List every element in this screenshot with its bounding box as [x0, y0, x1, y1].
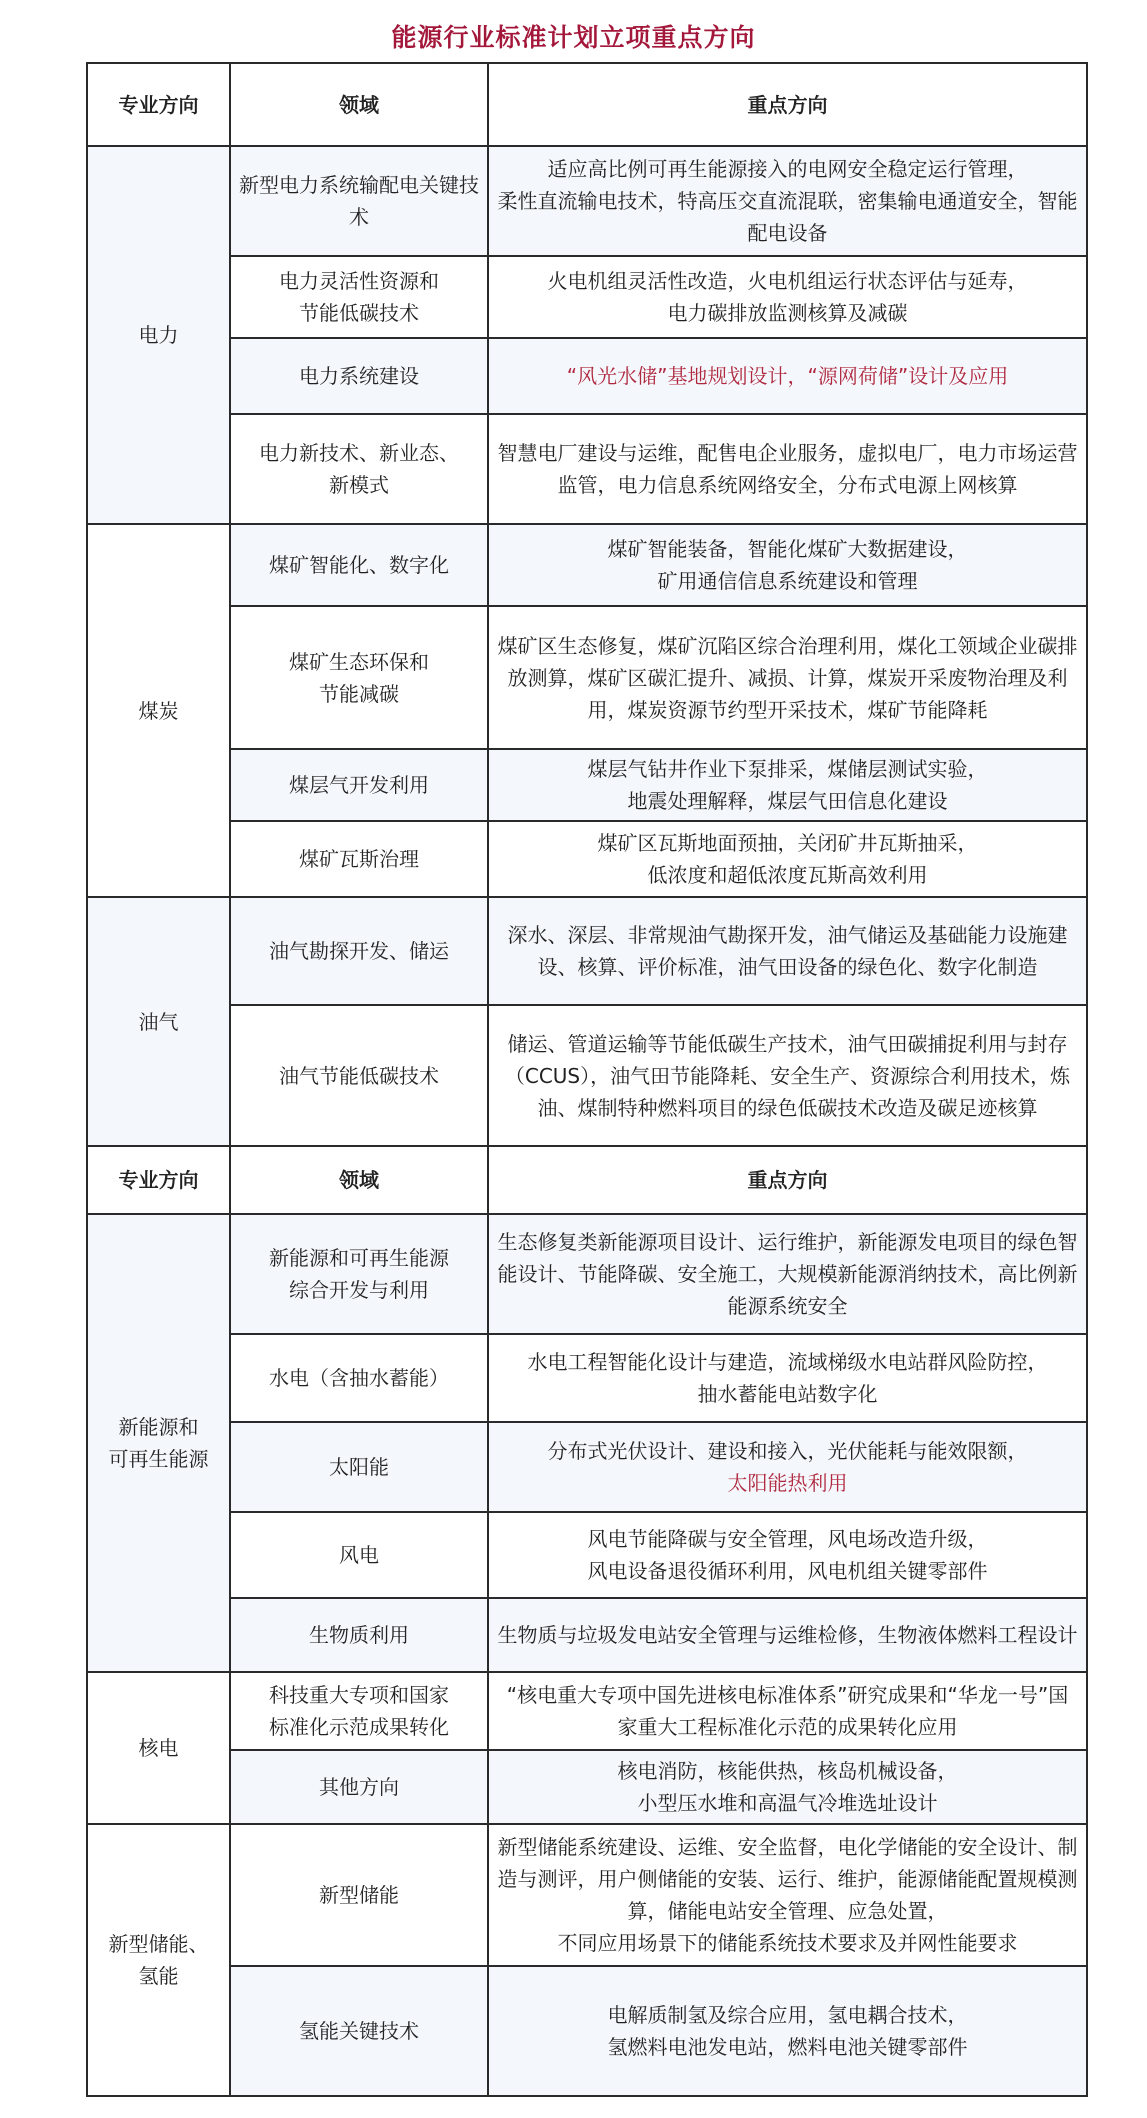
table-row [87, 1824, 1087, 1966]
table-header-row [87, 63, 1087, 146]
sector-coal: 煤炭 [87, 524, 230, 897]
sector-storage: 新型储能、 氢能 [87, 1824, 230, 2096]
field-cell: 水电（含抽水蓄能） [230, 1334, 488, 1422]
focus-cell: 煤矿智能装备，智能化煤矿大数据建设， 矿用通信信息系统建设和管理 [488, 524, 1087, 606]
page-title: 能源行业标准计划立项重点方向 [391, 23, 756, 52]
focus-cell: 电解质制氢及综合应用，氢电耦合技术， 氢燃料电池发电站，燃料电池关键零部件 [488, 1966, 1087, 2096]
field-cell: 新型储能 [230, 1824, 488, 1966]
highlight-text: 太阳能热利用 [727, 1471, 848, 1495]
focus-cell: 分布式光伏设计、建设和接入，光伏能耗与能效限额， 太阳能热利用 [488, 1422, 1087, 1512]
sector-power: 电力 [87, 146, 230, 524]
table-row [87, 1512, 1087, 1598]
field-cell: 电力新技术、新业态、 新模式 [230, 414, 488, 524]
focus-cell: 生物质与垃圾发电站安全管理与运维检修，生物液体燃料工程设计 [488, 1598, 1087, 1672]
table-row [87, 146, 1087, 256]
table-row [87, 524, 1087, 606]
focus-cell: “核电重大专项中国先进核电标准体系”研究成果和“华龙一号”国家重大工程标准化示范的成果转化应用 [488, 1672, 1087, 1750]
header-sector: 专业方向 [87, 1146, 230, 1214]
table-row [87, 256, 1087, 338]
focus-cell: 核电消防，核能供热，核岛机械设备， 小型压水堆和高温气冷堆选址设计 [488, 1750, 1087, 1824]
focus-cell: 深水、深层、非常规油气勘探开发，油气储运及基础能力设施建设、核算、评价标准，油气田设备的绿色化、数字化制造 [488, 897, 1087, 1005]
table-row [87, 821, 1087, 897]
field-cell: 风电 [230, 1512, 488, 1598]
table-header-row [87, 1146, 1087, 1214]
field-cell: 生物质利用 [230, 1598, 488, 1672]
field-cell: 太阳能 [230, 1422, 488, 1512]
field-cell: 煤层气开发利用 [230, 749, 488, 821]
field-cell: 油气勘探开发、储运 [230, 897, 488, 1005]
table-row [87, 606, 1087, 749]
focus-cell: 生态修复类新能源项目设计、运行维护，新能源发电项目的绿色智能设计、节能降碳、安全施工，大规模新能源消纳技术，高比例新能源系统安全 [488, 1214, 1087, 1334]
header-focus: 重点方向 [488, 1146, 1087, 1214]
header-field: 领域 [230, 63, 488, 146]
field-cell: 油气节能低碳技术 [230, 1005, 488, 1146]
focus-cell: 智慧电厂建设与运维，配售电企业服务，虚拟电厂，电力市场运营监管，电力信息系统网络安全，分布式电源上网核算 [488, 414, 1087, 524]
field-cell: 煤矿生态环保和 节能减碳 [230, 606, 488, 749]
table-row [87, 1750, 1087, 1824]
table-row [87, 897, 1087, 1005]
focus-cell: 煤层气钻井作业下泵排采，煤储层测试实验， 地震处理解释，煤层气田信息化建设 [488, 749, 1087, 821]
field-cell: 新能源和可再生能源 综合开发与利用 [230, 1214, 488, 1334]
focus-cell: 煤矿区生态修复，煤矿沉陷区综合治理利用，煤化工领域企业碳排放测算，煤矿区碳汇提升、减损、计算，煤炭开采废物治理及利用，煤炭资源节约型开采技术，煤矿节能降耗 [488, 606, 1087, 749]
focus-cell-highlight: “风光水储”基地规划设计，“源网荷储”设计及应用 [488, 338, 1087, 414]
focus-cell: 水电工程智能化设计与建造，流域梯级水电站群风险防控， 抽水蓄能电站数字化 [488, 1334, 1087, 1422]
sector-renewable: 新能源和 可再生能源 [87, 1214, 230, 1672]
focus-cell: 风电节能降碳与安全管理，风电场改造升级， 风电设备退役循环利用，风电机组关键零部件 [488, 1512, 1087, 1598]
field-cell: 其他方向 [230, 1750, 488, 1824]
header-focus: 重点方向 [488, 63, 1087, 146]
table-row [87, 1966, 1087, 2096]
focus-cell: 储运、管道运输等节能低碳生产技术，油气田碳捕捉利用与封存（CCUS），油气田节能降耗、安全生产、资源综合利用技术，炼油、煤制特种燃料项目的绿色低碳技术改造及碳足迹核算 [488, 1005, 1087, 1146]
sector-nuclear: 核电 [87, 1672, 230, 1824]
field-cell: 电力灵活性资源和 节能低碳技术 [230, 256, 488, 338]
table-row [87, 1422, 1087, 1512]
focus-cell: 新型储能系统建设、运维、安全监督，电化学储能的安全设计、制造与测评，用户侧储能的安装、运行、维护，能源储能配置规模测算，储能电站安全管理、应急处置， 不同应用场景下的储能系统技术要求及并网性能要求 [488, 1824, 1087, 1966]
field-cell: 氢能关键技术 [230, 1966, 488, 2096]
table-row [87, 1672, 1087, 1750]
field-cell: 煤矿智能化、数字化 [230, 524, 488, 606]
header-sector: 专业方向 [87, 63, 230, 146]
table-row [87, 749, 1087, 821]
table-row [87, 414, 1087, 524]
table-row [87, 1598, 1087, 1672]
standards-table [86, 62, 1088, 2097]
table-row [87, 1005, 1087, 1146]
field-cell: 科技重大专项和国家 标准化示范成果转化 [230, 1672, 488, 1750]
header-field: 领域 [230, 1146, 488, 1214]
field-cell: 新型电力系统输配电关键技术 [230, 146, 488, 256]
focus-cell: 适应高比例可再生能源接入的电网安全稳定运行管理， 柔性直流输电技术，特高压交直流混联，密集输电通道安全，智能配电设备 [488, 146, 1087, 256]
focus-cell: 煤矿区瓦斯地面预抽，关闭矿井瓦斯抽采， 低浓度和超低浓度瓦斯高效利用 [488, 821, 1087, 897]
field-cell: 电力系统建设 [230, 338, 488, 414]
table-row [87, 1334, 1087, 1422]
focus-cell: 火电机组灵活性改造，火电机组运行状态评估与延寿， 电力碳排放监测核算及减碳 [488, 256, 1087, 338]
field-cell: 煤矿瓦斯治理 [230, 821, 488, 897]
table-row [87, 1214, 1087, 1334]
table-row [87, 338, 1087, 414]
sector-oil: 油气 [87, 897, 230, 1146]
